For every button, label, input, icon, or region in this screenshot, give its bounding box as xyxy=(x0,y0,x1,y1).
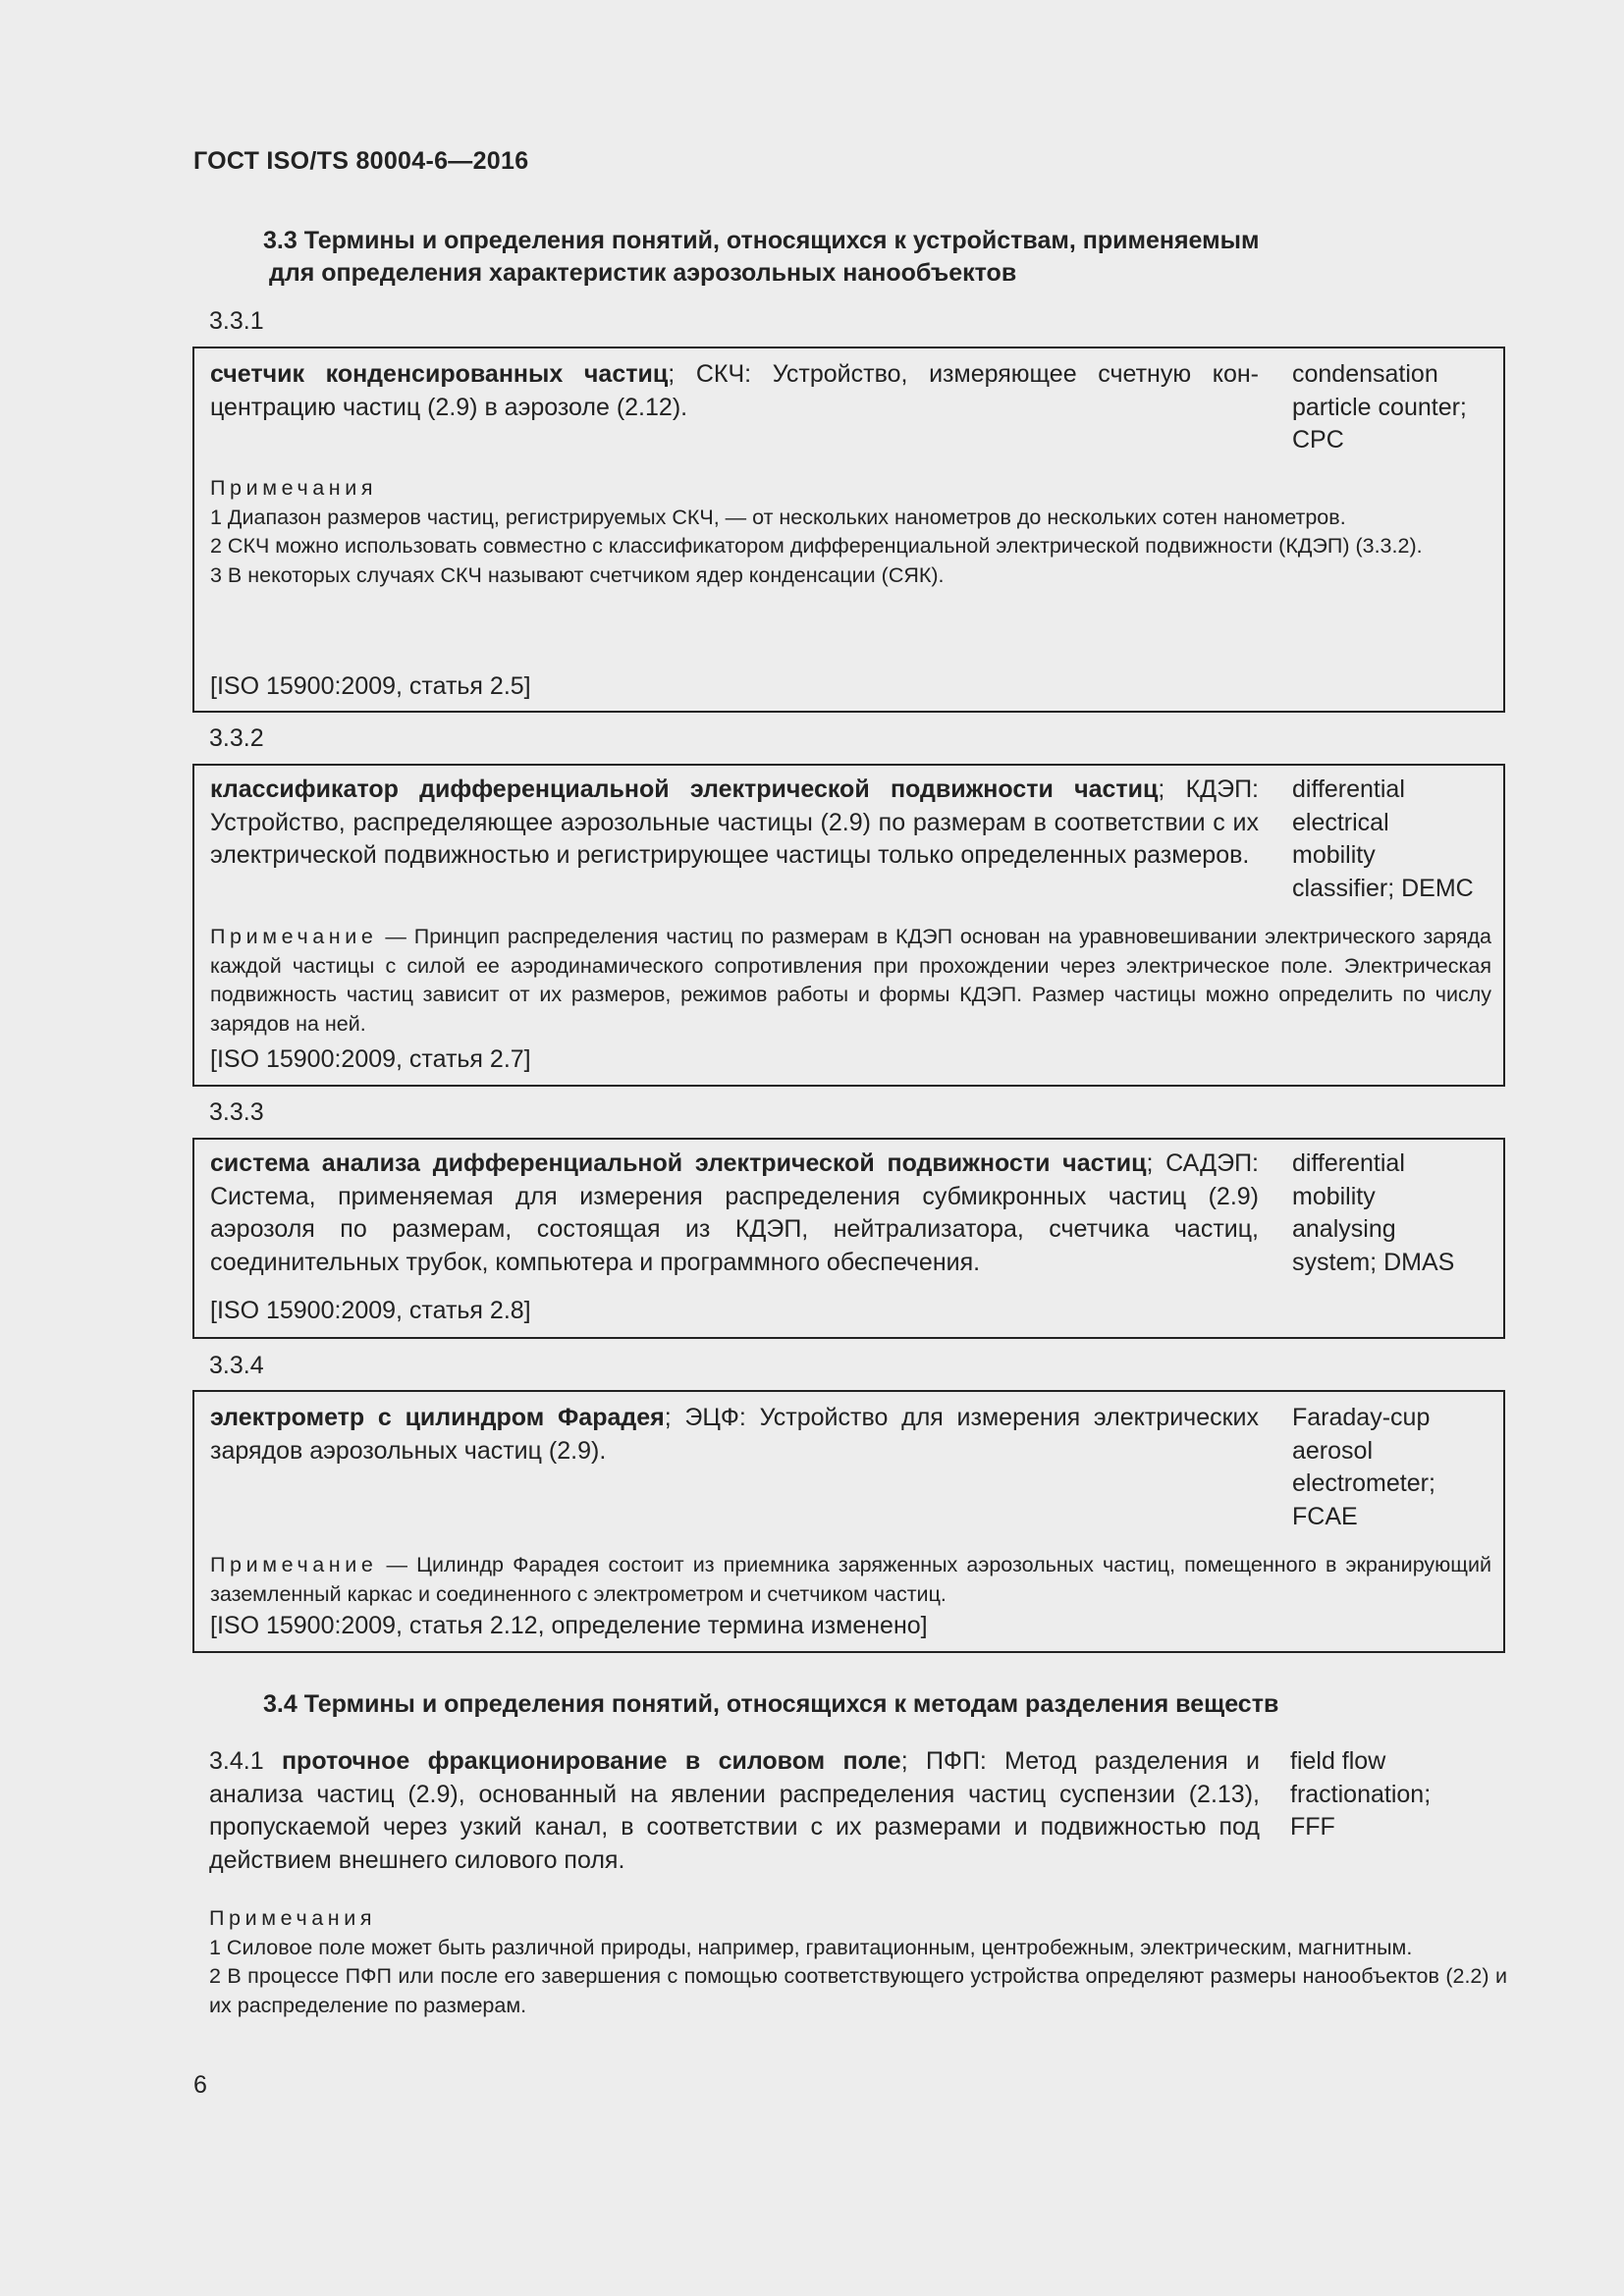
term-def-text: ; ЭЦФ: Устройство для измерения электрических зарядов аэрозольных частиц (2.9). xyxy=(210,1404,1259,1465)
term-name: система анализа дифференциальной электрической подвижности частиц xyxy=(210,1149,1147,1177)
term-english xyxy=(1292,1148,1503,1279)
term-english xyxy=(1292,1402,1503,1533)
note-item: 2 В процессе ПФП или после его завершения с помощью соответствующего устройства определяют размеры нанообъектов (2.2) и их распределение по размерам. xyxy=(209,1964,1507,2017)
term-number: 3.4.1 xyxy=(209,1747,264,1775)
term-def-text: ; ПФП: Метод разделения и анализа частиц (2.9), основанный на явлении распределения частиц суспензии (2.13), пропускаемой через узкий канал, в соответствии с их размерами и подвижностью под действием внешнего силового поля. xyxy=(209,1747,1260,1874)
term-english-line: electrical xyxy=(1292,808,1389,836)
term-definition xyxy=(210,774,1259,873)
term-english-line: electrometer; xyxy=(1292,1469,1435,1497)
term-english-line: analysing xyxy=(1292,1215,1396,1243)
section-heading-line-1: 3.3 Термины и определения понятий, относящихся к устройствам, применяемым xyxy=(263,227,1260,254)
term-name: классификатор дифференциальной электрической подвижности частиц xyxy=(210,775,1159,803)
notes-title: Примечания xyxy=(209,1906,377,1930)
term-box-3-3-2 xyxy=(192,764,1505,1087)
document-header: ГОСТ ISO/TS 80004-6—2016 xyxy=(193,147,529,175)
term-english xyxy=(1292,774,1503,905)
term-english-line: aerosol xyxy=(1292,1436,1373,1465)
term-name: счетчик конденсированных частиц xyxy=(210,360,669,388)
section-heading-line-2: для определения характеристик аэрозольных нанообъектов xyxy=(269,259,1017,287)
note-item: 1 Диапазон размеров частиц, регистрируемых СКЧ, — от нескольких нанометров до нескольких сотен нанометров. xyxy=(210,505,1346,529)
term-english xyxy=(1290,1745,1501,1844)
note-text: — Принцип распределения частиц по размерам в КДЭП основан на уравновешивании электрического заряда каждой частицы с силой ее аэродинамического сопротивления при прохождении через электрическое поле. Электрическая подвижность частиц зависит от их размеров, режимов работы и формы КДЭП. Размер частицы можно определить по числу зарядов на ней. xyxy=(210,925,1491,1036)
term-number: 3.3.4 xyxy=(209,1352,264,1379)
term-reference: [ISO 15900:2009, статья 2.7] xyxy=(210,1045,531,1073)
term-english-line: system; DMAS xyxy=(1292,1248,1455,1276)
term-english-line: differential xyxy=(1292,775,1405,803)
term-number: 3.3.3 xyxy=(209,1098,264,1126)
term-definition-3-4-1 xyxy=(209,1745,1260,1877)
term-english-line: particle counter; xyxy=(1292,393,1467,421)
term-english-line: classifier; DEMC xyxy=(1292,874,1474,902)
term-name: электрометр с цилиндром Фарадея xyxy=(210,1404,665,1431)
term-reference: [ISO 15900:2009, статья 2.8] xyxy=(210,1297,531,1324)
note-title: Примечание xyxy=(210,925,378,948)
term-note xyxy=(210,1551,1491,1609)
note-text: — Цилиндр Фарадея состоит из приемника заряженных аэрозольных частиц, помещенного в экранирующий заземленный каркас и соединенного с электрометром и счетчиком частиц. xyxy=(210,1553,1491,1606)
term-english-line: FCAE xyxy=(1292,1502,1358,1530)
term-notes xyxy=(209,1904,1507,2020)
term-notes xyxy=(210,474,1491,590)
term-english-line: differential xyxy=(1292,1149,1405,1177)
term-english-line: FFF xyxy=(1290,1813,1335,1841)
term-number: 3.3.2 xyxy=(209,724,264,752)
term-box-3-3-1 xyxy=(192,347,1505,713)
term-box-3-3-3 xyxy=(192,1138,1505,1339)
term-english-line: mobility xyxy=(1292,1182,1376,1210)
term-note xyxy=(210,923,1491,1039)
term-def-text: ; САДЭП: Система, применяемая для измерения распределения субмикронных частиц (2.9) аэрозоля по размерам, состоящая из КДЭП, нейтрализатора, счетчика частиц, соединительных трубок, компьютера и программного обеспечения. xyxy=(210,1149,1259,1276)
note-item: 1 Силовое поле может быть различной природы, например, гравитационным, центробежным, электрическим, магнитным. xyxy=(209,1935,1413,1959)
page-number: 6 xyxy=(193,2071,207,2099)
note-item: 3 В некоторых случаях СКЧ называют счетчиком ядер конденсации (СЯК). xyxy=(210,562,945,587)
note-item: 2 СКЧ можно использовать совместно с классификатором дифференциальной электрической подвижности (КДЭП) (3.3.2). xyxy=(210,534,1423,558)
term-name: проточное фракционирование в силовом поле xyxy=(281,1747,901,1775)
term-def-text: ; СКЧ: Устройство, измеряющее счетную концентрацию частиц (2.9) в аэрозоле (2.12). xyxy=(210,360,1259,421)
term-english-line: fractionation; xyxy=(1290,1780,1432,1808)
term-english-line: mobility xyxy=(1292,841,1376,869)
term-number: 3.3.1 xyxy=(209,307,264,335)
note-title: Примечание xyxy=(210,1553,378,1576)
term-definition xyxy=(210,1402,1259,1468)
term-english xyxy=(1292,358,1503,457)
section-heading-3-3 xyxy=(263,225,1441,290)
term-definition xyxy=(210,358,1259,424)
term-english-line: CPC xyxy=(1292,426,1344,454)
term-def-text: ; КДЭП: Устройство, распределяющее аэрозольные частицы (2.9) по размерам в соответствии с их электрической подвижностью и регистрирующее частицы только определенных размеров. xyxy=(210,775,1259,869)
section-heading-3-4: 3.4 Термины и определения понятий, относящихся к методам разделения веществ xyxy=(263,1690,1279,1718)
term-english-line: field flow xyxy=(1290,1747,1386,1775)
term-reference: [ISO 15900:2009, статья 2.12, определение термина изменено] xyxy=(210,1612,928,1639)
term-definition xyxy=(210,1148,1259,1279)
term-reference: [ISO 15900:2009, статья 2.5] xyxy=(210,672,531,700)
term-english-line: Faraday-cup xyxy=(1292,1404,1431,1431)
term-english-line: condensation xyxy=(1292,360,1438,388)
term-box-3-3-4 xyxy=(192,1390,1505,1653)
notes-title: Примечания xyxy=(210,476,378,500)
